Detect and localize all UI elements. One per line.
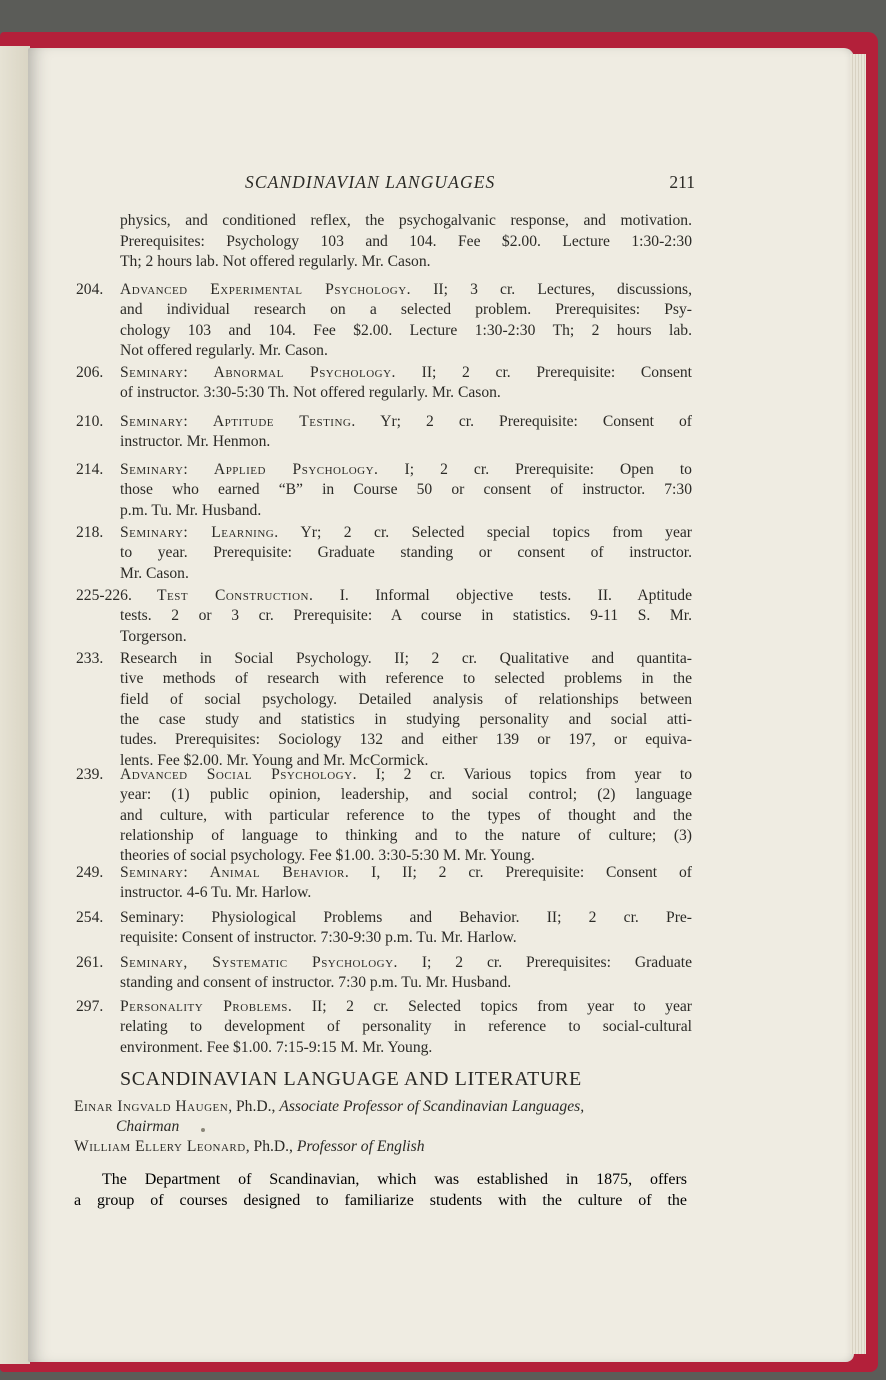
course-text-line: year: (1) public opinion, leadership, and social control; (2) language: [120, 786, 692, 804]
course-text-line: the case study and statistics in studying personality and social atti-: [120, 710, 692, 728]
course-text-line: Test Construction. I. Informal objective tests. II. Aptitude: [157, 587, 692, 604]
faculty-degree: , Ph.D.,: [245, 1138, 297, 1155]
course-title: Seminary: Animal Behavior.: [120, 864, 350, 881]
course-number: 239.: [76, 766, 104, 783]
course-text-line: environment. Fee $1.00. 7:15-9:15 M. Mr. Young.: [120, 1038, 433, 1056]
course-text-line: Seminary: Physiological Problems and Behavior. II; 2 cr. Pre-: [120, 909, 692, 926]
course-text-line: Advanced Social Psychology. I; 2 cr. Various topics from year to: [120, 766, 693, 783]
course-text-line: instructor. Mr. Henmon.: [120, 433, 271, 451]
course-number: 249.: [76, 864, 104, 881]
course-text-line: Seminary: Abnormal Psychology. II; 2 cr. Prerequisite: Consent: [120, 364, 692, 381]
course-text-line: and individual research on a selected problem. Prerequisites: Psy-: [120, 301, 692, 319]
course-title: Advanced Social Psychology.: [120, 766, 357, 783]
course-text-line: Seminary: Applied Psychology. I; 2 cr. Prerequisite: Open to: [120, 461, 692, 478]
running-title: SCANDINAVIAN LANGUAGES: [245, 172, 496, 192]
course-text-line: tudes. Prerequisites: Sociology 132 and either 139 or 197, or equiva-: [120, 731, 692, 749]
department-paragraph-line: a group of courses designed to familiarize students with the culture of the: [74, 1192, 687, 1209]
course-text-line: relating to development of personality in reference to social-cultural: [120, 1018, 692, 1036]
course-number: 297.: [76, 998, 104, 1015]
course-text-line: Personality Problems. II; 2 cr. Selected topics from year to year: [120, 998, 692, 1015]
course-number: 206.: [76, 364, 104, 381]
course-text-line: Research in Social Psychology. II; 2 cr. Qualitative and quantita-: [120, 650, 692, 667]
course-title: Test Construction.: [157, 587, 314, 604]
course-text-line: theories of social psychology. Fee $1.00. 3:30-5:30 M. Mr. Young.: [120, 847, 535, 865]
course-title: Seminary: Applied Psychology.: [120, 461, 379, 478]
faculty-title: Associate Professor of Scandinavian Languages,: [279, 1098, 585, 1115]
course-text-line: of instructor. 3:30-5:30 Th. Not offered regularly. Mr. Cason.: [120, 384, 501, 402]
course-text-line: Seminary: Learning. Yr; 2 cr. Selected special topics from year: [120, 524, 693, 541]
course-title: Seminary: Abnormal Psychology.: [120, 364, 396, 381]
previous-page-edge: [0, 46, 30, 1364]
course-number: 225-226.: [76, 587, 132, 604]
course-text-line: Mr. Cason.: [120, 564, 189, 582]
faculty-degree: , Ph.D.,: [228, 1098, 280, 1115]
course-title: Advanced Experimental Psychology.: [120, 281, 412, 298]
course-title: Personality Problems.: [120, 998, 293, 1015]
faculty-title: Professor of English: [296, 1138, 425, 1155]
course-text-line: field of social psychology. Detailed analysis of relationships between: [120, 690, 692, 708]
department-paragraph-line: The Department of Scandinavian, which was established in 1875, offers: [102, 1171, 687, 1188]
course-title: Seminary, Systematic Psychology.: [120, 954, 398, 971]
course-text-line: tests. 2 or 3 cr. Prerequisite: A course in statistics. 9-11 S. Mr.: [120, 607, 692, 625]
course-number: 204.: [76, 281, 104, 298]
running-header: [245, 172, 695, 196]
department-heading: SCANDINAVIAN LANGUAGE AND LITERATURE: [120, 1068, 582, 1090]
course-text-line: p.m. Tu. Mr. Husband.: [120, 501, 262, 519]
course-title: Seminary: Aptitude Testing.: [120, 413, 356, 430]
course-text-line: standing and consent of instructor. 7:30 p.m. Tu. Mr. Husband.: [120, 974, 512, 992]
course-number: 214.: [76, 461, 104, 478]
course-text-line: chology 103 and 104. Fee $2.00. Lecture 1:30-2:30 Th; 2 hours lab.: [120, 321, 692, 339]
course-text-line: Th; 2 hours lab. Not offered regularly. Mr. Cason.: [120, 253, 431, 270]
faculty-name: Einar Ingvald Haugen: [74, 1098, 229, 1115]
course-text-line: requisite: Consent of instructor. 7:30-9:30 p.m. Tu. Mr. Harlow.: [120, 929, 517, 947]
course-number: 233.: [76, 650, 104, 667]
print-speck: [201, 1128, 205, 1132]
course-text-line: instructor. 4-6 Tu. Mr. Harlow.: [120, 884, 312, 902]
faculty-entry: [74, 1098, 584, 1116]
course-text-line: Seminary: Animal Behavior. I, II; 2 cr. Prerequisite: Consent of: [120, 864, 692, 881]
course-text-line: to year. Prerequisite: Graduate standing or consent of instructor.: [120, 544, 692, 562]
course-text-line: and culture, with particular reference to the types of thought and the: [120, 806, 692, 824]
page-stack-edge: [850, 54, 866, 1354]
course-number: 218.: [76, 524, 104, 541]
course-number: 254.: [76, 909, 104, 926]
faculty-title-continued: [116, 1118, 179, 1136]
faculty-entry: [74, 1138, 425, 1156]
course-text-line: Seminary, Systematic Psychology. I; 2 cr. Prerequisites: Graduate: [120, 954, 692, 971]
course-text-line: Not offered regularly. Mr. Cason.: [120, 341, 328, 359]
course-text-line: Torgerson.: [120, 627, 187, 645]
course-text-line: lents. Fee $2.00. Mr. Young and Mr. McCormick.: [120, 751, 429, 769]
course-text-line: physics, and conditioned reflex, the psychogalvanic response, and motivation.: [120, 212, 692, 229]
course-text-line: Seminary: Aptitude Testing. Yr; 2 cr. Prerequisite: Consent of: [120, 413, 692, 430]
course-text-line: those who earned “B” in Course 50 or consent of instructor. 7:30: [120, 481, 692, 499]
faculty-name: William Ellery Leonard: [74, 1138, 246, 1155]
faculty-title-cont: Chairman: [116, 1118, 180, 1135]
course-text-line: relationship of language to thinking and to the nature of culture; (3): [120, 826, 692, 844]
course-number: 261.: [76, 954, 104, 971]
course-text-line: tive methods of research with reference to selected problems in the: [120, 670, 692, 688]
course-text-line: Advanced Experimental Psychology. II; 3 cr. Lectures, discussions,: [120, 281, 692, 298]
course-title: Seminary: Learning.: [120, 524, 279, 541]
page-number: 211: [669, 172, 695, 192]
course-text-line: Prerequisites: Psychology 103 and 104. Fee $2.00. Lecture 1:30-2:30: [120, 233, 692, 250]
course-number: 210.: [76, 413, 104, 430]
